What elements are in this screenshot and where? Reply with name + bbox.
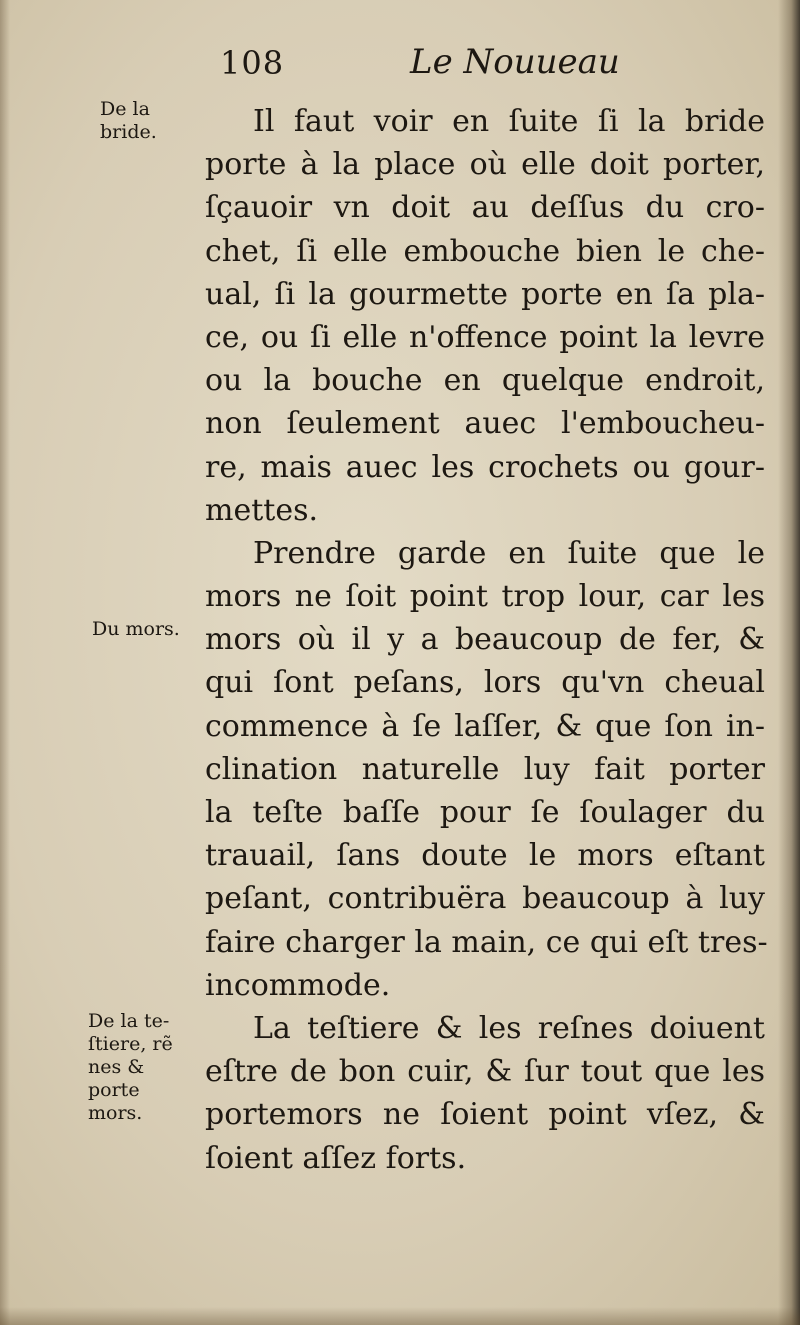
text-line: mettes. [205, 492, 318, 528]
gutter-shadow [778, 0, 800, 1325]
text-line: faire charger la main, ce qui eſt tres- [205, 924, 768, 960]
running-title: Le Nouueau [410, 42, 620, 82]
running-head [0, 40, 800, 90]
marginal-note-line: De la te- [88, 1010, 170, 1032]
text-line: incommode. [205, 967, 391, 1003]
marginal-note-mors [92, 618, 180, 641]
marginal-note-line: nes & [88, 1056, 145, 1078]
text-line: non ſeulement auec l'emboucheu- [205, 406, 765, 442]
text-line: peſant, contribuëra beaucoup à luy [205, 881, 765, 917]
text-line: eſtre de bon cuir, & ſur tout que les [205, 1054, 765, 1090]
text-line: Il faut voir en ſuite ſi la bride [253, 104, 765, 139]
text-line: ual, ſi la gourmette porte en ſa pla- [205, 276, 765, 312]
text-line: chet, ſi elle embouche bien le che- [205, 233, 765, 269]
text-line: trauail, ſans doute le mors eſtant [205, 838, 765, 874]
marginal-note-line: porte [88, 1079, 140, 1101]
text-line: ou la bouche en quelque endroit, [205, 363, 765, 399]
marginal-note-testiere [88, 1010, 173, 1125]
text-line: qui ſont peſans, lors qu'vn cheual [205, 665, 765, 701]
marginal-note-bride [100, 98, 157, 144]
page-bottom-edge [0, 1307, 800, 1325]
text-line: mors où il y a beaucoup de fer, & [205, 622, 765, 658]
page-left-edge [0, 0, 10, 1325]
text-line: mors ne ſoit point trop lour, car les [205, 579, 765, 615]
text-line: ce, ou ſi elle n'offence point la levre [205, 319, 765, 355]
body-text [205, 100, 768, 1180]
marginal-note-line: mors. [88, 1102, 143, 1124]
text-line: clination naturelle luy fait porter [205, 751, 765, 787]
page-number: 108 [220, 44, 285, 82]
text-line: Prendre garde en ſuite que le [253, 535, 765, 571]
text-line: ſçauoir vn doit au deſſus du cro- [205, 190, 765, 226]
text-line: commence à ſe laſſer, & que ſon in- [205, 708, 765, 744]
marginal-note-line: Du mors. [92, 618, 180, 640]
marginal-note-line: bride. [100, 121, 157, 143]
marginal-note-line: De la [100, 98, 150, 120]
text-line: porte à la place où elle doit porter, [205, 147, 765, 183]
marginal-note-line: ſtiere, rẽ [88, 1033, 173, 1055]
text-line: la teſte baſſe pour ſe ſoulager du [205, 795, 765, 830]
text-line: La teſtiere & les reſnes doiuent [253, 1010, 765, 1046]
text-line: re, mais auec les crochets ou gour- [205, 449, 765, 485]
text-line: portemors ne ſoient point vſez, & [205, 1097, 765, 1133]
text-line: ſoient aſſez forts. [205, 1140, 467, 1176]
